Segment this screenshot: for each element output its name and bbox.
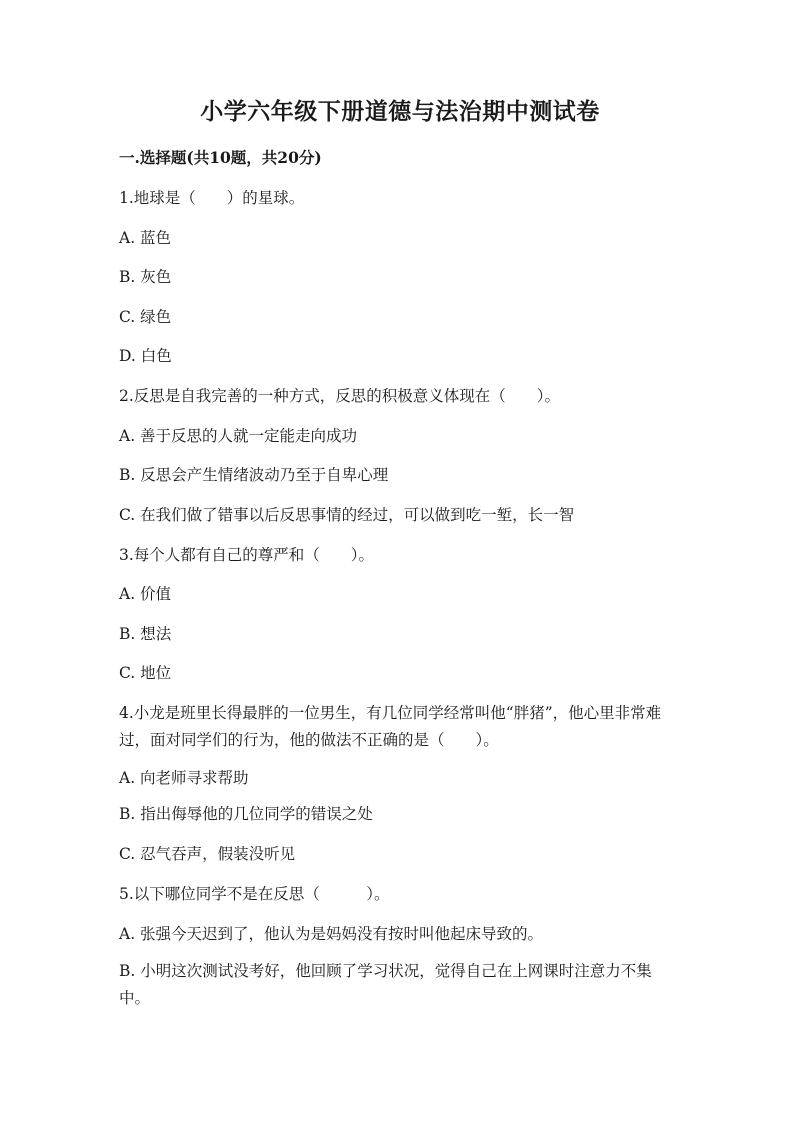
question-5-option-a: A. 张强今天迟到了，他认为是妈妈没有按时叫他起床导致的。 [119, 925, 544, 943]
question-4-option-a: A. 向老师寻求帮助 [119, 769, 249, 787]
question-2-option-a: A. 善于反思的人就一定能走向成功 [119, 427, 358, 445]
question-1-option-b: B. 灰色 [119, 268, 172, 286]
question-1-stem: 1.地球是（ ）的星球。 [119, 189, 305, 207]
page-title: 小学六年级下册道德与法治期中测试卷 [200, 98, 600, 125]
question-2-option-c: C. 在我们做了错事以后反思事情的经过，可以做到吃一堑，长一智 [119, 506, 575, 524]
question-4-option-c: C. 忍气吞声，假装没听见 [119, 845, 296, 863]
question-1-option-d: D. 白色 [119, 347, 172, 365]
question-2-stem: 2.反思是自我完善的一种方式，反思的积极意义体现在（ ）。 [119, 387, 561, 405]
question-4-option-b: B. 指出侮辱他的几位同学的错误之处 [119, 805, 373, 823]
question-5-stem: 5.以下哪位同学不是在反思（ ）。 [119, 885, 390, 903]
question-3-option-a: A. 价值 [119, 585, 172, 603]
question-4-stem: 4.小龙是班里长得最胖的一位男生，有几位同学经常叫他“胖猪”，他心里非常难过，面对同学们的行为，他的做法不正确的是（ ）。 [119, 704, 662, 749]
question-1-option-c: C. 绿色 [119, 308, 172, 326]
question-5-option-b: B. 小明这次测试没考好，他回顾了学习状况，觉得自己在上网课时注意力不集中。 [119, 962, 652, 1007]
question-1-option-a: A. 蓝色 [119, 229, 172, 247]
question-3-option-b: B. 想法 [119, 625, 172, 643]
question-3-option-c: C. 地位 [119, 664, 172, 682]
question-3-stem: 3.每个人都有自己的尊严和（ ）。 [119, 546, 375, 564]
section-heading: 一.选择题(共10题，共20分) [119, 148, 322, 167]
question-2-option-b: B. 反思会产生情绪波动乃至于自卑心理 [119, 466, 389, 484]
